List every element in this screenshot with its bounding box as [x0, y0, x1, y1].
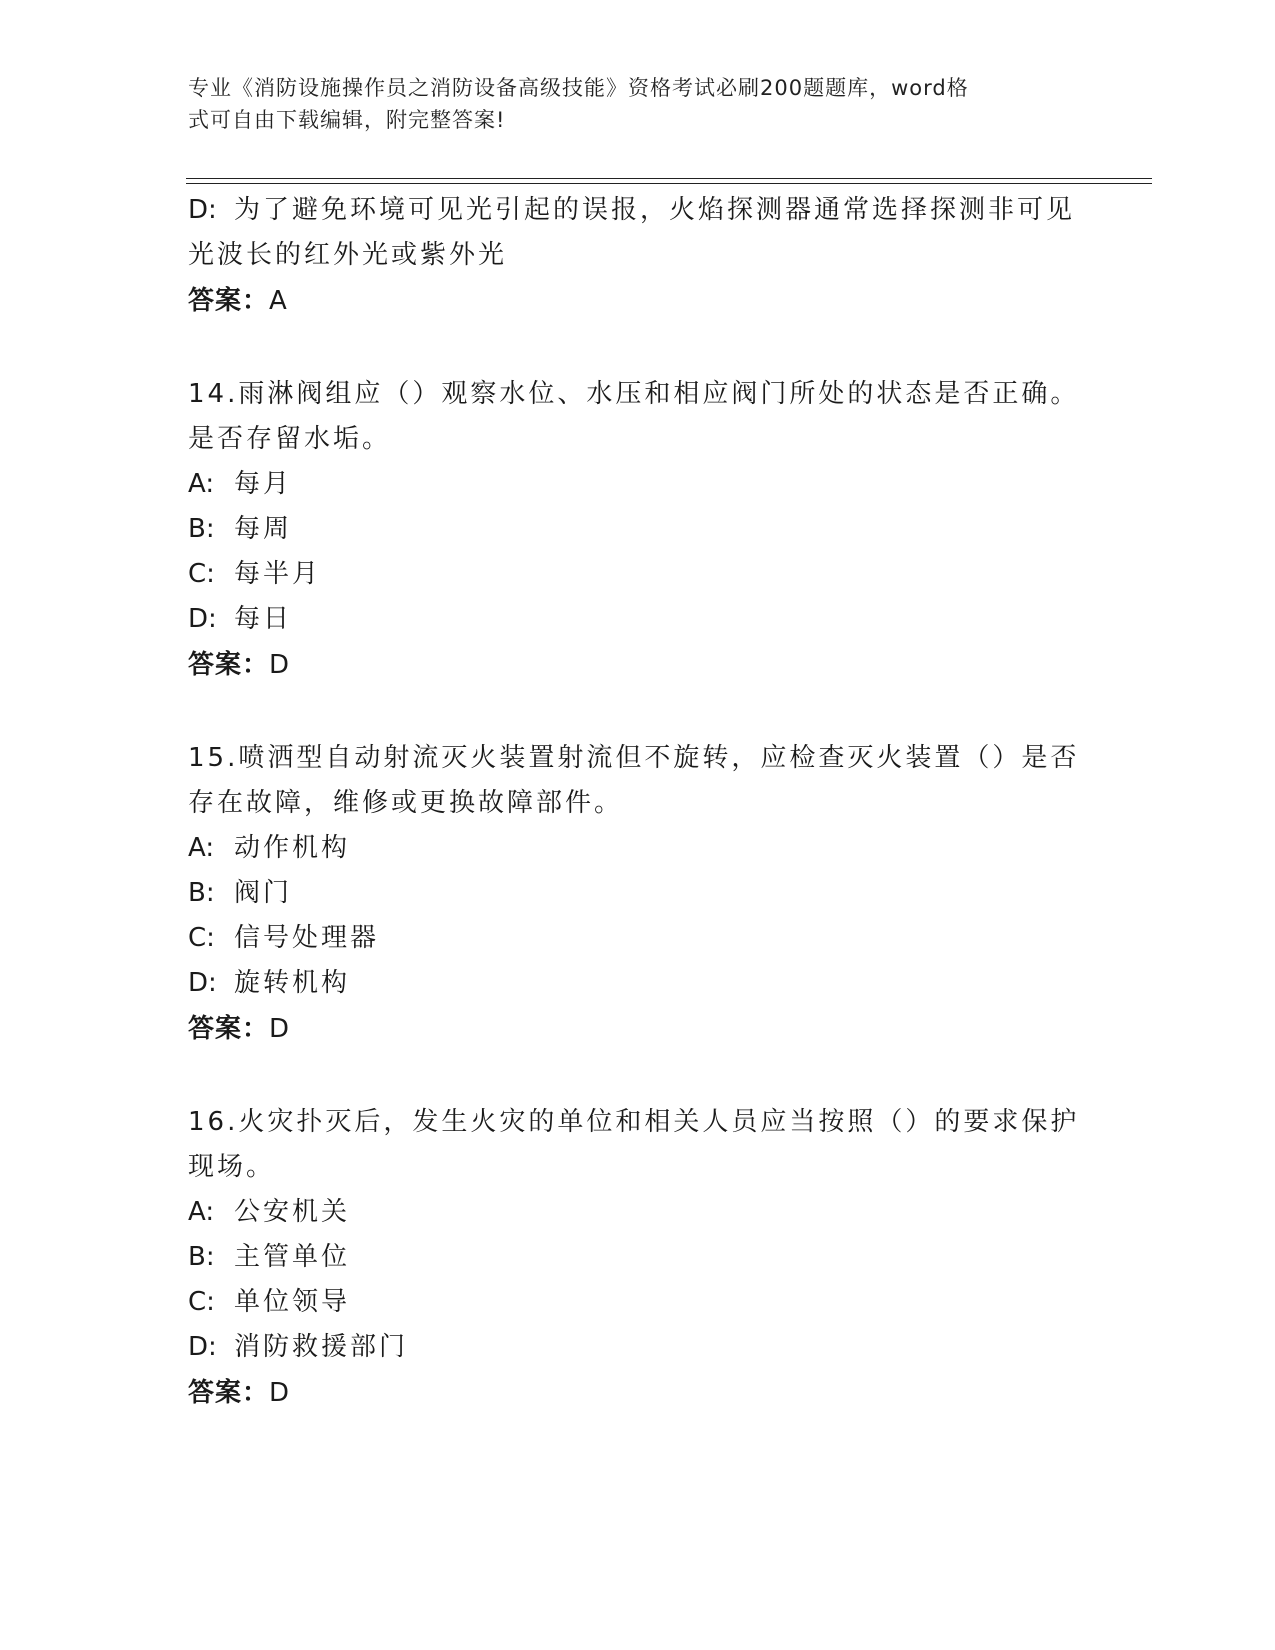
option-c	[188, 1280, 1088, 1325]
option-d	[188, 188, 1088, 233]
option-b	[188, 871, 1088, 916]
option-c	[188, 552, 1088, 597]
question-13-tail	[188, 188, 1088, 324]
option-label: D:	[188, 604, 217, 634]
answer-label: 答案：	[188, 1378, 270, 1408]
option-c	[188, 916, 1088, 961]
question-15	[188, 736, 1088, 1052]
answer-value: A	[269, 286, 288, 316]
answer-value: D	[269, 1014, 291, 1044]
option-text: 每周	[234, 514, 293, 544]
question-16	[188, 1100, 1088, 1416]
option-label: A:	[188, 469, 215, 499]
option-d	[188, 597, 1088, 642]
question-text-line-2: 存在故障，维修或更换故障部件。	[188, 788, 624, 818]
header-divider-top	[186, 178, 1152, 179]
option-label: A:	[188, 1197, 215, 1227]
question-text-line-1: 15.喷洒型自动射流灭火装置射流但不旋转，应检查灭火装置（）是否	[188, 743, 1080, 773]
option-text: 消防救援部门	[234, 1332, 409, 1362]
question-list	[188, 188, 1088, 1416]
option-text: 公安机关	[234, 1197, 351, 1227]
question-text-line-2: 现场。	[188, 1152, 276, 1182]
header-line-1: 专业《消防设施操作员之消防设备高级技能》资格考试必刷200题题库，word格	[188, 76, 969, 100]
question-14	[188, 372, 1088, 688]
option-text: 每日	[234, 604, 293, 634]
option-text: 动作机构	[234, 833, 351, 863]
answer-line	[188, 1007, 1088, 1052]
option-label: C:	[188, 923, 215, 953]
option-b	[188, 1235, 1088, 1280]
answer-line	[188, 279, 1088, 324]
option-a	[188, 1190, 1088, 1235]
answer-label: 答案：	[188, 286, 270, 316]
question-text-line-1: 16.火灾扑灭后，发生火灾的单位和相关人员应当按照（）的要求保护	[188, 1107, 1080, 1137]
option-label: C:	[188, 1287, 215, 1317]
option-text: 每月	[234, 469, 293, 499]
answer-value: D	[269, 650, 291, 680]
option-label: D:	[188, 968, 217, 998]
option-text: 单位领导	[234, 1287, 351, 1317]
answer-label: 答案：	[188, 650, 270, 680]
option-label: B:	[188, 514, 215, 544]
option-d-continued: 光波长的红外光或紫外光	[188, 240, 508, 270]
option-label: C:	[188, 559, 215, 589]
option-text: 每半月	[234, 559, 322, 589]
page-header	[188, 72, 1068, 136]
option-text: 阀门	[234, 878, 293, 908]
header-divider-bottom	[186, 183, 1152, 184]
option-a	[188, 462, 1088, 507]
option-b	[188, 507, 1088, 552]
question-text-line-2: 是否存留水垢。	[188, 424, 392, 454]
option-label: D:	[188, 1332, 217, 1362]
question-text-line-1: 14.雨淋阀组应（）观察水位、水压和相应阀门所处的状态是否正确。	[188, 379, 1080, 409]
answer-label: 答案：	[188, 1014, 270, 1044]
option-text: 为了避免环境可见光引起的误报，火焰探测器通常选择探测非可见	[234, 195, 1076, 225]
answer-line	[188, 1371, 1088, 1416]
answer-line	[188, 643, 1088, 688]
option-label: D:	[188, 195, 217, 225]
option-label: A:	[188, 833, 215, 863]
option-text: 信号处理器	[234, 923, 380, 953]
option-d	[188, 1325, 1088, 1370]
answer-value: D	[269, 1378, 291, 1408]
option-d	[188, 961, 1088, 1006]
option-a	[188, 826, 1088, 871]
header-line-2: 式可自由下载编辑，附完整答案!	[188, 108, 506, 132]
option-text: 主管单位	[234, 1242, 351, 1272]
option-text: 旋转机构	[234, 968, 351, 998]
option-label: B:	[188, 878, 215, 908]
option-label: B:	[188, 1242, 215, 1272]
